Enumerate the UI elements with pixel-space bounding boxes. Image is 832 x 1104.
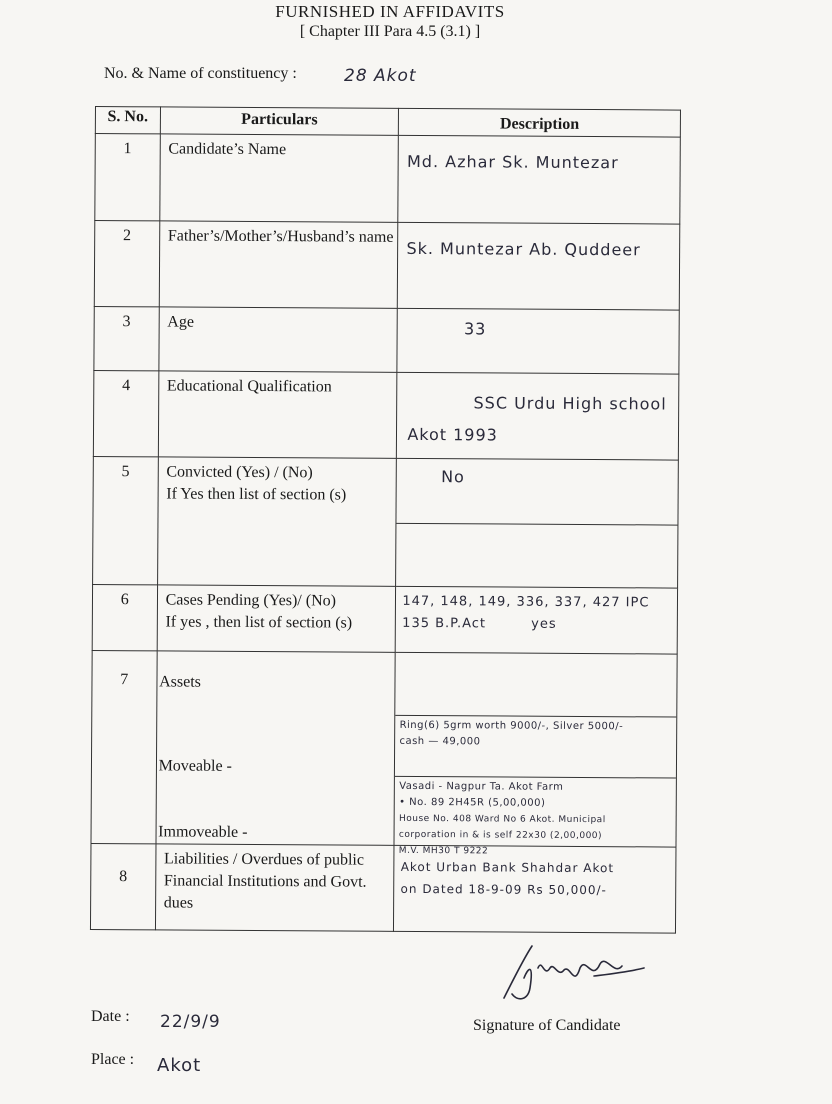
parent-name-value: Sk. Muntezar Ab. Quddeer <box>406 238 641 260</box>
assets-blank-box <box>396 653 677 718</box>
row-particulars: Candidate’s Name <box>159 134 398 222</box>
row-particulars-cell <box>157 585 396 652</box>
row-description-cell <box>394 652 677 857</box>
table-row <box>95 134 681 225</box>
table-header-row <box>95 107 680 138</box>
row-sno: 5 <box>93 456 158 584</box>
header-description: Description <box>399 108 681 137</box>
convicted-sections-label: If Yes then list of section (s) <box>166 485 347 504</box>
table-row <box>92 584 677 654</box>
cases-pending-label: Cases Pending (Yes)/ (No) <box>165 591 337 610</box>
constituency-label: No. & Name of constituency : <box>104 65 297 82</box>
assets-label: Assets <box>159 673 201 691</box>
header-sno: S. No. <box>95 107 160 134</box>
row-description-cell <box>398 135 680 224</box>
row-sno: 1 <box>95 134 160 221</box>
row-description-cell <box>397 308 679 374</box>
document-title: FURNISHED IN AFFIDAVITS <box>275 2 505 21</box>
education-value: SSC Urdu High school Akot 1993 <box>407 393 667 445</box>
row-sno: 8 <box>90 843 155 929</box>
date-label: Date : <box>91 1008 130 1025</box>
moveable-line-1: Ring(6) 5grm worth 9000/-, Silver 5000/- <box>399 719 624 733</box>
place-label: Place : <box>91 1051 135 1068</box>
immoveable-line-5: M.V. MH30 T 9222 <box>398 845 489 857</box>
cases-sections-value: 147, 148, 149, 336, 337, 427 IPC <box>402 593 650 611</box>
convicted-sections-box <box>396 524 677 588</box>
convicted-label: Convicted (Yes) / (No) <box>166 463 313 482</box>
table-row <box>90 843 676 933</box>
immoveable-box <box>395 777 676 857</box>
table-row <box>91 650 677 847</box>
cases-act-text: 135 B.P.Act <box>402 615 487 632</box>
cases-sections-label: If yes , then list of section (s) <box>165 613 353 632</box>
table-row <box>94 306 679 374</box>
candidate-name-value: Md. Azhar Sk. Muntezar <box>406 151 619 173</box>
document-subtitle: [ Chapter III Para 4.5 (3.1) ] <box>299 23 481 40</box>
signature-label: Signature of Candidate <box>473 1017 621 1034</box>
row-description-cell <box>394 845 676 933</box>
moveable-label: Moveable - <box>158 757 232 775</box>
date-value: 22/9/9 <box>160 1012 221 1032</box>
immoveable-line-3: House No. 408 Ward No 6 Akot. Municipal <box>398 813 606 826</box>
row-sno: 3 <box>94 306 159 370</box>
immoveable-line-4: corporation in & is self 22x30 (2,00,000) <box>398 829 603 842</box>
immoveable-line-2: • No. 89 2H45R (5,00,000) <box>399 796 546 809</box>
row-particulars: Father’s/Mother’s/Husband’s name <box>159 221 398 308</box>
row-sno: 7 <box>91 650 157 843</box>
row-description-cell <box>397 372 679 460</box>
row-description-cell <box>396 586 678 654</box>
row-sno: 6 <box>92 584 157 650</box>
moveable-line-2: cash — 49,000 <box>399 735 481 748</box>
liabilities-line-1: Akot Urban Bank Shahdar Akot <box>400 859 615 876</box>
table-row <box>93 456 679 588</box>
table-row <box>93 370 679 460</box>
row-sno: 4 <box>93 370 158 456</box>
moveable-box <box>395 716 676 779</box>
age-value: 33 <box>463 319 487 339</box>
header-particulars: Particulars <box>160 107 399 135</box>
row-particulars: Educational Qualification <box>158 371 397 458</box>
row-particulars: Liabilities / Overdues of public Financial Institutions and Govt. dues <box>155 844 394 931</box>
place-value: Akot <box>157 1055 202 1076</box>
constituency-value: 28 Akot <box>344 66 417 86</box>
immoveable-label: Immoveable - <box>158 823 248 841</box>
row-sno: 2 <box>94 221 159 307</box>
row-particulars-cell <box>156 651 396 845</box>
row-particulars: Age <box>159 307 398 372</box>
cases-answer-value: yes <box>531 616 557 632</box>
row-particulars-cell <box>157 457 396 586</box>
immoveable-line-1: Vasadi - Nagpur Ta. Akot Farm <box>399 780 564 793</box>
cases-act-value <box>396 613 677 637</box>
convicted-value: No <box>441 467 465 487</box>
liabilities-line-2: on Dated 18-9-09 Rs 50,000/- <box>400 881 607 898</box>
row-description-cell <box>398 222 680 310</box>
convicted-answer-box <box>397 459 678 526</box>
row-description-cell <box>396 458 678 588</box>
candidate-signature-mark <box>494 938 654 1008</box>
table-row <box>94 221 680 311</box>
affidavit-table <box>90 106 681 934</box>
